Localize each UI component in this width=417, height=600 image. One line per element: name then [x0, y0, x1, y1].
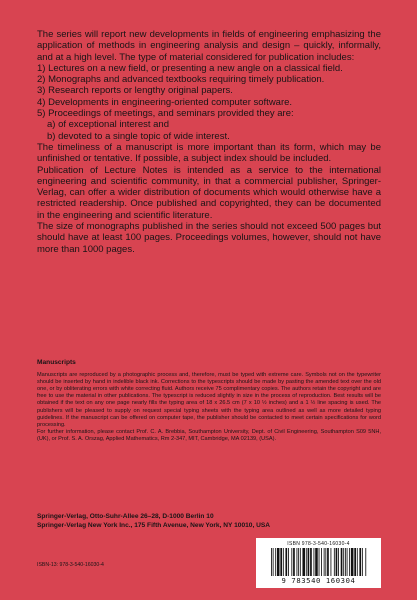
barcode-bar [315, 548, 318, 576]
contact-paragraph: For further information, please contact Prof. C. A. Brebbia, Southampton University, Dept. of Civil Engineering, Southampton S09 5NH, (UK), or Prof. S. A. Orszag, Applied Mathematics, Rm 2-347, MIT, Cambridge, MA 02139, (USA). [37, 428, 381, 442]
barcode-bar [365, 548, 366, 576]
size-paragraph: The size of monographs published in the series should not exceed 500 pages but should have at least 100 pages. Proceedings volumes, however, should not have more than 1000 pages. [37, 221, 381, 255]
barcode-bar [354, 548, 356, 576]
barcode-bar [272, 548, 273, 576]
barcode-bar [335, 548, 337, 576]
barcode-bar [288, 548, 289, 576]
list-item: 3) Research reports or lengthy original papers. [37, 85, 233, 97]
barcode-bar [359, 548, 361, 576]
barcode-bar [323, 548, 324, 576]
barcode-bar [296, 548, 297, 576]
barcode-bar [330, 548, 331, 576]
barcode-block [256, 538, 381, 588]
barcode-bar [285, 548, 287, 576]
barcode-bar [349, 548, 350, 576]
barcode-bar [343, 548, 344, 576]
publisher-newyork: Springer-Verlag New York Inc., 175 Fifth Avenue, New York, NY 10010, USA [37, 521, 271, 529]
publication-paragraph: Publication of Lecture Notes is intended as a service to the international engineering and scientific community, in that a commercial publisher, Springer-Verlag, can offer a wider distribution of documents which would otherwise have a restricted readership. Once published and copyrighted, they can be documented in the engineering and scientific literature. [37, 164, 381, 221]
barcode-bar [293, 548, 295, 576]
barcode-bars [269, 548, 369, 576]
publisher-berlin: Springer-Verlag, Otto-Suhr-Allee 26–28, D-1000 Berlin 10 [37, 513, 214, 520]
barcode-bar [271, 548, 272, 576]
barcode-bar [305, 548, 306, 576]
barcode-isbn-label: ISBN 978-3-540-16030-4 [287, 541, 350, 547]
list-item: 5) Proceedings of meetings, and seminars provided they are: [37, 108, 294, 120]
intro-paragraph: The series will report new developments in fields of engineering emphasizing the application of methods in engineering analysis and design – quickly, informally, and at a high level. The type of material considered for publication includes: [37, 29, 381, 63]
manuscripts-body: Manuscripts are reproduced by a photographic process and, therefore, must be typed with extreme care. Symbols not on the typewriter should be inserted by hand in indelible black ink. Corrections to the typescripts should be made by pasting the amended text over the old one, or by obliterating errors with white correcting fluid. Authors receive 75 complimentary copies. The authors retain the copyright and are free to use the material in other publications. The typescript is reduced slightly in size in the process of reproduction. Best results will be obtained if the text on any one page nearly fills the typing area of 18 x 26.5 cm (7 x 10 ½ inches) and a 1 ½ line spacing is used. The publishers will be pleased to supply on request special typing sheets with the typing area outlined as well as more detailed typing guidelines. If the manuscript can be offered on computer tape, the publisher should be contacted to meet certain specifications for word processing. [37, 372, 381, 428]
publisher-addresses [37, 513, 381, 530]
series-description [37, 29, 381, 255]
barcode-bar [307, 548, 309, 576]
barcode-bar [340, 548, 342, 576]
barcode-bar [302, 548, 305, 576]
barcode-digits: 9 783540 160304 [281, 576, 356, 585]
manuscripts-heading: Manuscripts [37, 359, 76, 366]
barcode-bar [338, 548, 339, 576]
barcode-bar [321, 548, 322, 576]
manuscripts-section [37, 359, 381, 443]
barcode-bar [325, 548, 326, 576]
barcode-bar [346, 548, 347, 576]
list-item: 2) Monographs and advanced textbooks requiring timely publication. [37, 74, 325, 86]
barcode-bar [276, 548, 279, 576]
barcode-bar [327, 548, 329, 576]
timeliness-paragraph: The timeliness of a manuscript is more important than its form, which may be unfinished or tentative. If possible, a subject index should be included. [37, 141, 381, 165]
barcode-bar [280, 548, 282, 576]
barcode-bar [282, 548, 283, 576]
barcode-bar [361, 548, 362, 576]
barcode-bar [333, 548, 334, 576]
barcode-bar [318, 548, 319, 576]
barcode-bar [350, 548, 353, 576]
list-item: 1) Lectures on a new field, or presenting a new angle on a classical field. [37, 62, 343, 74]
barcode-bar [310, 548, 312, 576]
barcode-bar [356, 548, 357, 576]
barcode-bar [299, 548, 300, 576]
barcode-bar [313, 548, 314, 576]
barcode-bar [344, 548, 345, 576]
list-item: 4) Developments in engineering-oriented computer software. [37, 96, 293, 108]
barcode-bar [298, 548, 299, 576]
barcode-bar [291, 548, 292, 576]
isbn-footer: ISBN-13: 978-3-540-16030-4 [37, 562, 104, 568]
sub-list-item: b) devoted to a single topic of wide interest. [47, 130, 230, 142]
barcode-bar [275, 548, 276, 576]
sub-list-item: a) of exceptional interest and [47, 119, 169, 131]
